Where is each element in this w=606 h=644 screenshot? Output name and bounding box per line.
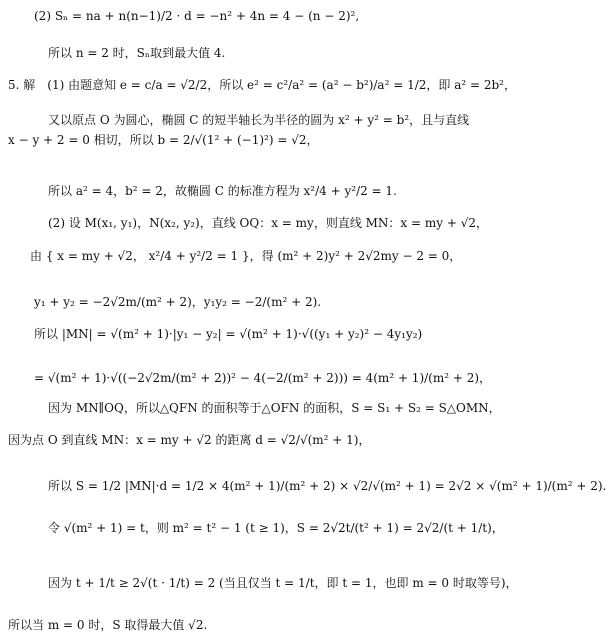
line-circle-tangent: 又以原点 O 为圆心，椭圆 C 的短半轴长为半径的圆为 x² + y² = b²，且与直线	[48, 113, 470, 127]
line-b-value: x − y + 2 = 0 相切，所以 b = 2/√(1² + (−1)²) = √2，	[8, 133, 319, 147]
line-substitution: 令 √(m² + 1) = t，则 m² = t² − 1 (t ≥ 1)，S = 2√2t/(t² + 1) = 2√2/(t + 1/t)，	[48, 521, 504, 535]
line-mn-length: 所以 |MN| = √(m² + 1)·|y₁ − y₂| = √(m² + 1)·√((y₁ + y₂)² − 4y₁y₂)	[34, 327, 423, 341]
line-distance: 因为点 O 到直线 MN：x = my + √2 的距离 d = √2/√(m² + 1)，	[8, 433, 371, 447]
line-sn-max: 所以 n = 2 时，Sₙ取到最大值 4.	[48, 46, 226, 60]
line-ellipse-equation: 所以 a² = 4，b² = 2，故椭圆 C 的标准方程为 x²/4 + y²/2 = 1.	[48, 184, 397, 198]
line-conclusion: 所以当 m = 0 时，S 取得最大值 √2.	[8, 618, 208, 632]
line-set-points: (2) 设 M(x₁, y₁)，N(x₂, y₂)，直线 OQ：x = my，则直线 MN：x = my + √2，	[48, 216, 489, 230]
line-vieta: y₁ + y₂ = −2√2m/(m² + 2)，y₁y₂ = −2/(m² + 2).	[34, 295, 322, 309]
line-5-eccentricity: 5. 解 (1) 由题意知 e = c/a = √2/2，所以 e² = c²/a² = (a² − b²)/a² = 1/2，即 a² = 2b²，	[8, 78, 516, 92]
line-sn-formula: (2) Sₙ = na + n(n−1)/2 · d = −n² + 4n = 4 − (n − 2)²,	[34, 9, 360, 23]
line-inequality: 因为 t + 1/t ≥ 2√(t · 1/t) = 2 (当且仅当 t = 1/t，即 t = 1，也即 m = 0 时取等号)，	[48, 576, 518, 590]
line-system: 由 { x = my + √2， x²/4 + y²/2 = 1 }，得 (m² + 2)y² + 2√2my − 2 = 0，	[30, 249, 462, 263]
line-area-formula: 所以 S = 1/2 |MN|·d = 1/2 × 4(m² + 1)/(m² + 2) × √2/√(m² + 1) = 2√2 × √(m² + 1)/(m² + 2).	[48, 479, 606, 493]
line-area-equal: 因为 MN∥OQ，所以△QFN 的面积等于△OFN 的面积，S = S₁ + S₂ = S△OMN，	[48, 401, 501, 415]
line-mn-length-result: = √(m² + 1)·√((−2√2m/(m² + 2))² − 4(−2/(m² + 2))) = 4(m² + 1)/(m² + 2)，	[34, 371, 492, 385]
